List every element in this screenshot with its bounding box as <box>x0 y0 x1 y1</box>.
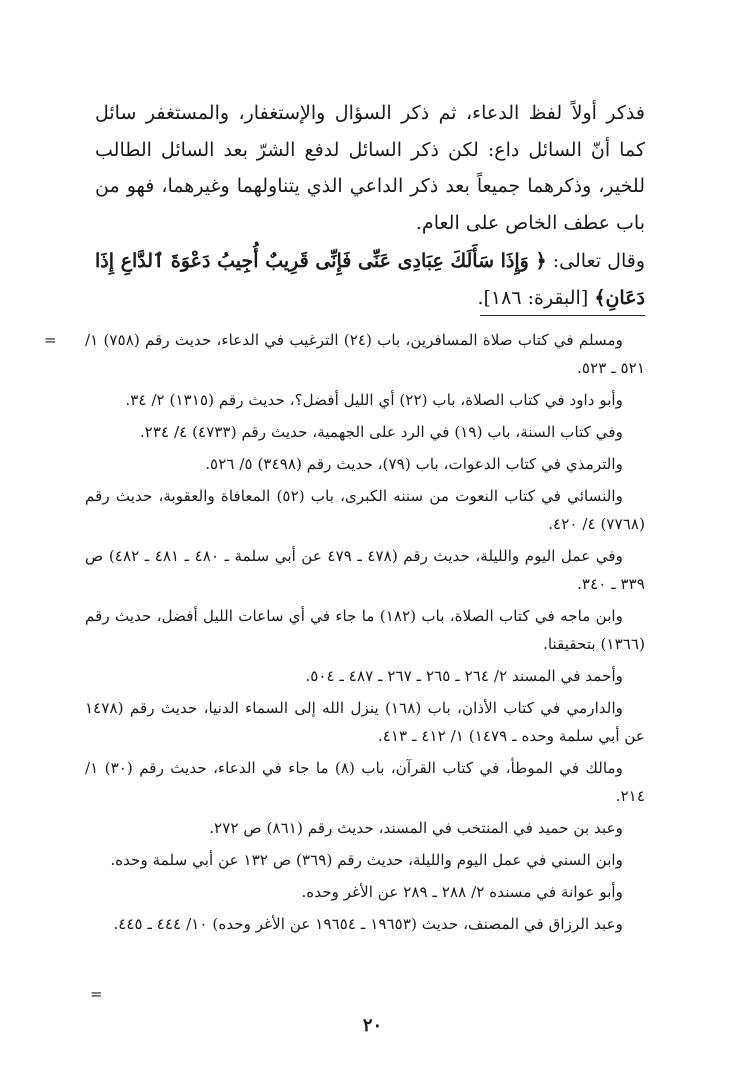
footnote-entry: وعبد بن حميد في المنتخب في المسند، حديث رقم (٨٦١) ص ٢٧٢. <box>209 819 623 837</box>
footnote-entry: ومسلم في كتاب صلاة المسافرين، باب (٢٤) الترغيب في الدعاء، حديث رقم (٧٥٨) ١/ ٥٢١ ـ ٥٢٣. <box>85 331 645 377</box>
continuation-mark-top: = <box>44 331 57 349</box>
main-paragraph: فذكر أولاً لفظ الدعاء، ثم ذكر السؤال والإستغفار، والمستغفر سائل كما أنّ السائل داع: لكن ذكر السائل لدفع الشرّ بعد السائل الطالب للخير، وذكرهما جميعاً بعد ذكر الداعي الذي يتناولهما وغيرهما، فهو من باب عطف الخاص على العام. <box>95 102 645 234</box>
footnote-entry: والنسائي في كتاب النعوت من سننه الكبرى، باب (٥٢) المعافاة والعقوبة، حديث رقم (٧٧٦٨) ٤/ ٤٢٠. <box>85 487 645 533</box>
footnote-entry: والترمذي في كتاب الدعوات، باب (٧٩)، حديث رقم (٣٤٩٨) ٥/ ٥٢٦. <box>205 455 623 473</box>
footnote-entry: وابن ماجه في كتاب الصلاة، باب (١٨٢) ما جاء في أي ساعات الليل أفضل، حديث رقم (١٣٦٦) بتحقيقنا. <box>85 607 645 653</box>
continuation-mark-bottom: = <box>90 985 103 1003</box>
footnote-entry: وفي كتاب السنة، باب (١٩) في الرد على الجهمية، حديث رقم (٤٧٣٣) ٤/ ٢٣٤. <box>139 423 623 441</box>
footnote-entry: وابن السني في عمل اليوم والليلة، حديث رقم (٣٦٩) ص ١٣٢ عن أبي سلمة وحده. <box>110 851 623 869</box>
main-text <box>95 95 645 316</box>
footnote-entry: وأبو داود في كتاب الصلاة، باب (٢٢) أي الليل أفضل؟، حديث رقم (١٣١٥) ٢/ ٣٤. <box>125 391 623 409</box>
footnote-entry: وفي عمل اليوم والليلة، حديث رقم (٤٧٨ ـ ٤٧٩ عن أبي سلمة ـ ٤٨٠ ـ ٤٨١ ـ ٤٨٢) ص ٣٣٩ ـ ٣٤٠. <box>85 547 645 593</box>
quran-verse: ﴿ وَإِذَا سَأَلَكَ عِبَادِى عَنِّى فَإِنِّى قَرِيبٌ أُجِيبُ دَعْوَةَ ٱلدَّاعِ إِذَا دَعَانِ﴾ <box>95 250 645 309</box>
footnote-separator <box>480 315 645 316</box>
verse-intro: وقال تعالى: <box>552 250 645 272</box>
verse-reference: [البقرة: ١٨٦]. <box>477 286 589 309</box>
footnote-entry: وأبو عوانة في مسنده ٢/ ٢٨٨ ـ ٢٨٩ عن الأغر وحده. <box>301 883 623 901</box>
footnotes <box>85 326 645 942</box>
page-number: ٢٠ <box>362 1015 383 1036</box>
footnote-entry: ومالك في الموطأ، في كتاب القرآن، باب (٨) ما جاء في الدعاء، حديث رقم (٣٠) ١/ ٢١٤. <box>85 759 645 805</box>
footnote-entry: والدارمي في كتاب الأذان، باب (١٦٨) ينزل الله إلى السماء الدنيا، حديث رقم (١٤٧٨ عن أبي سلمة وحده ـ ١٤٧٩) ١/ ٤١٢ ـ ٤١٣. <box>85 699 645 745</box>
footnote-entry: وعبد الرزاق في المصنف، حديث (١٩٦٥٣ ـ ١٩٦٥٤ عن الأغر وحده) ١٠/ ٤٤٤ ـ ٤٤٥. <box>113 915 623 933</box>
footnote-entry: وأحمد في المسند ٢/ ٢٦٤ ـ ٢٦٥ ـ ٢٦٧ ـ ٤٨٧ ـ ٥٠٤. <box>305 667 623 685</box>
verse-paragraph <box>95 243 645 316</box>
